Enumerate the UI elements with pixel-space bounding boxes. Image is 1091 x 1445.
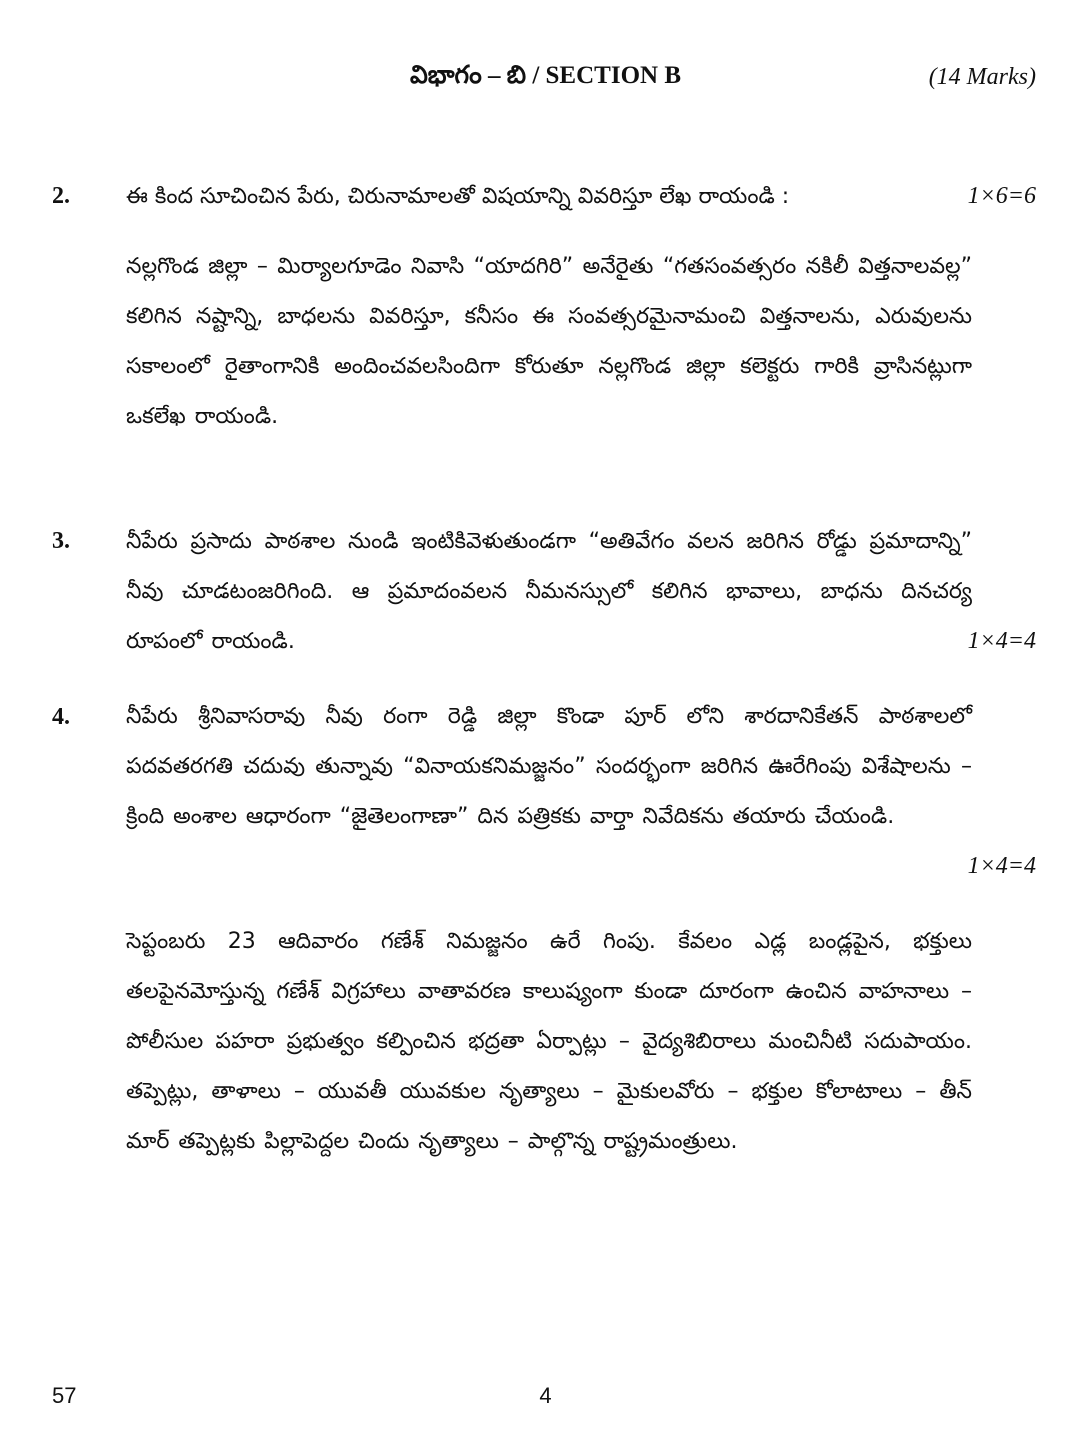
question-3-score: 1×4=4: [967, 628, 1036, 654]
paper-code: 57: [52, 1383, 77, 1408]
question-4-passage: సెప్టంబరు 23 ఆదివారం గణేశ్ నిమజ్జనం ఉరే గింపు. కేవలం ఎడ్ల బండ్లపైన, భక్తులు తలపైనమోస్తున్న గణేశ్ విగ్రహాలు వాతావరణ కాలుష్యంగా కుండా దూరంగా ఉంచిన వాహనాలు – పోలీసుల పహరా ప్రభుత్వం కల్పించిన భద్రతా ఏర్పాట్లు – వైద్యశిబిరాలు మంచినీటి సదుపాయం. తప్పెట్లు, తాళాలు – యువతీ యువకుల నృత్యాలు – మైకులవోరు – భక్తుల కోలాటాలు – తీన్ మార్ తప్పెట్లకు పిల్లాపెద్దల చిందు నృత్యాలు – పాల్గొన్న రాష్ట్రమంత్రులు.: [126, 929, 972, 1154]
question-4-prompt: నీపేరు శ్రీనివాసరావు నీవు రంగా రెడ్డి జిల్లా కొండా పూర్ లోని శారదానికేతన్ పాఠశాలలో పదవతరగతి చదువు తున్నావు “వినాయకనిమజ్జనం” సందర్భంగా జరిగిన ఊరేగింపు విశేషాలను – క్రింది అంశాల ఆధారంగా “జైతెలంగాణా” దిన పత్రికకు వార్తా నివేదికను తయారు చేయండి.: [126, 704, 972, 829]
question-3-prompt: నీపేరు ప్రసాదు పాఠశాల నుండి ఇంటికివెళుతుండగా “అతివేగం వలన జరిగిన రోడ్డు ప్రమాదాన్ని” నీవు చూడటంజరిగింది. ఆ ప్రమాదంవలన నీమనస్సులో కలిగిన భావాలు, బాధను దినచర్య రూపంలో రాయండి.: [126, 529, 972, 654]
question-2-score: 1×6=6: [967, 183, 1036, 209]
question-2-number: 2.: [52, 183, 70, 209]
question-2-prompt: ఈ కింద సూచించిన పేరు, చిరునామాలతో విషయాన్ని వివరిస్తూ లేఖ రాయండి :: [126, 184, 790, 209]
section-title: విభాగం – బి / SECTION B: [409, 62, 681, 89]
question-4-score: 1×4=4: [967, 853, 1036, 879]
section-marks: (14 Marks): [928, 64, 1036, 90]
question-4-number: 4.: [52, 704, 70, 730]
question-2-passage: నల్లగొండ జిల్లా – మిర్యాలగూడెం నివాసి “యాదగిరి” అనేరైతు “గతసంవత్సరం నకిలీ విత్తనాలవల్ల” కలిగిన నష్టాన్ని, బాధలను వివరిస్తూ, కనీసం ఈ సంవత్సరమైనామంచి విత్తనాలను, ఎరువులను సకాలంలో రైతాంగానికి అందించవలసిందిగా కోరుతూ నల్లగొండ జిల్లా కలెక్టరు గారికి వ్రాసినట్లుగా ఒకలేఖ రాయండి.: [126, 254, 972, 429]
page-number: 4: [539, 1383, 552, 1408]
question-3-number: 3.: [52, 528, 70, 554]
